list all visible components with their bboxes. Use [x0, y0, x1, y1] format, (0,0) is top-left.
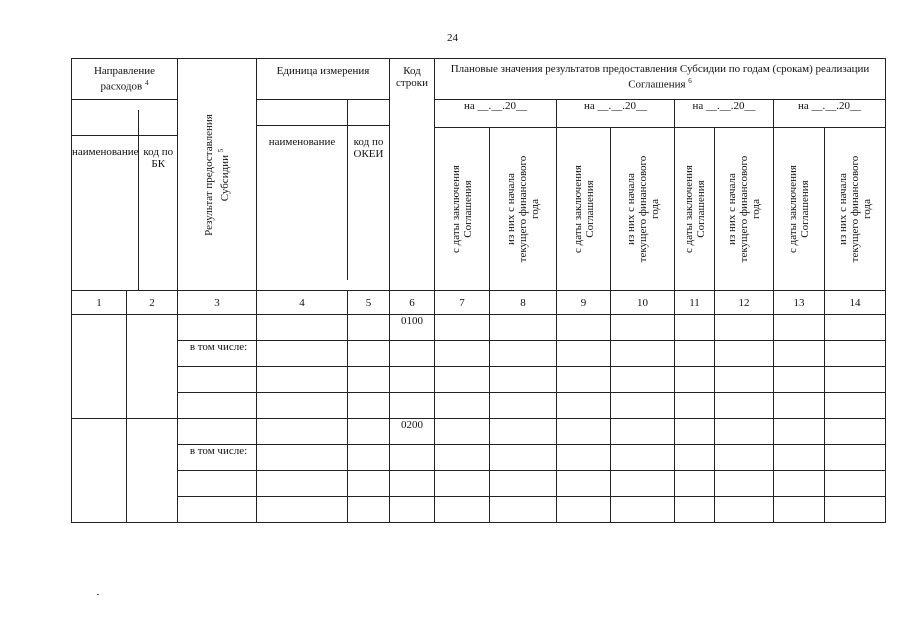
value-cell[interactable] — [490, 367, 557, 393]
page-number: 24 — [447, 32, 458, 44]
okei-cell[interactable] — [348, 419, 390, 445]
value-cell[interactable] — [715, 315, 774, 341]
value-cell[interactable] — [774, 393, 825, 419]
column-number: 8 — [490, 291, 557, 315]
value-cell[interactable] — [557, 445, 611, 471]
row-code-cell: 0100 — [390, 315, 435, 341]
value-cell[interactable] — [435, 341, 490, 367]
since-year-header-1: из них с начала текущего финансового года — [490, 128, 557, 291]
table-row — [72, 315, 886, 341]
scan-mark — [97, 594, 99, 595]
subsidy-results-table — [71, 58, 886, 523]
value-cell[interactable] — [675, 393, 715, 419]
expense-name-header: наименование — [72, 136, 139, 291]
value-cell[interactable] — [825, 367, 886, 393]
value-cell[interactable] — [675, 315, 715, 341]
value-cell[interactable] — [557, 419, 611, 445]
since-agreement-header-1: с даты заключения Соглашения — [435, 128, 490, 291]
unit-name-cell[interactable] — [257, 315, 348, 341]
since-year-header-3: из них с начала текущего финансового года — [715, 128, 774, 291]
row-code-cell[interactable] — [390, 497, 435, 523]
okei-cell[interactable] — [348, 367, 390, 393]
okei-cell[interactable] — [348, 393, 390, 419]
since-year-header-2: из них с начала текущего финансового года — [611, 128, 675, 291]
result-cell[interactable] — [178, 315, 257, 341]
value-cell[interactable] — [774, 445, 825, 471]
value-cell[interactable] — [611, 315, 675, 341]
value-cell[interactable] — [557, 315, 611, 341]
column-numbers-row — [72, 291, 886, 315]
result-cell[interactable] — [178, 367, 257, 393]
value-cell[interactable] — [557, 497, 611, 523]
okei-cell[interactable] — [348, 497, 390, 523]
direction-subcells — [72, 100, 178, 291]
table-row — [72, 445, 886, 471]
row-code-cell[interactable] — [390, 341, 435, 367]
value-cell[interactable] — [774, 497, 825, 523]
direction-header — [72, 59, 178, 100]
value-cell[interactable] — [715, 367, 774, 393]
column-number: 9 — [557, 291, 611, 315]
value-cell[interactable] — [774, 315, 825, 341]
result-header — [178, 59, 257, 291]
year-header-3: на __.__.20__ — [675, 100, 774, 128]
table-row — [72, 367, 886, 393]
code-bk-cell[interactable] — [127, 419, 178, 523]
value-cell[interactable] — [825, 341, 886, 367]
result-cell[interactable] — [178, 471, 257, 497]
table-row — [72, 471, 886, 497]
value-cell[interactable] — [774, 419, 825, 445]
value-cell[interactable] — [611, 367, 675, 393]
result-cell[interactable] — [178, 497, 257, 523]
since-agreement-header-4: с даты заключения Соглашения — [774, 128, 825, 291]
value-cell[interactable] — [490, 419, 557, 445]
expense-name-cell[interactable] — [72, 419, 127, 523]
row-code-cell[interactable] — [390, 367, 435, 393]
year-header-4: на __.__.20__ — [774, 100, 886, 128]
value-cell[interactable] — [675, 445, 715, 471]
column-number: 10 — [611, 291, 675, 315]
unit-name-cell[interactable] — [257, 445, 348, 471]
value-cell[interactable] — [611, 341, 675, 367]
since-agreement-header-2: с даты заключения Соглашения — [557, 128, 611, 291]
direction-label: Направление расходов — [93, 65, 156, 93]
value-cell[interactable] — [675, 367, 715, 393]
value-cell[interactable] — [435, 367, 490, 393]
value-cell[interactable] — [435, 393, 490, 419]
value-cell[interactable] — [435, 445, 490, 471]
value-cell[interactable] — [675, 419, 715, 445]
unit-name-cell[interactable] — [257, 341, 348, 367]
value-cell[interactable] — [715, 419, 774, 445]
value-cell[interactable] — [611, 445, 675, 471]
value-cell[interactable] — [490, 471, 557, 497]
value-cell[interactable] — [490, 341, 557, 367]
result-cell[interactable] — [178, 419, 257, 445]
column-number: 12 — [715, 291, 774, 315]
value-cell[interactable] — [715, 445, 774, 471]
okei-cell[interactable] — [348, 471, 390, 497]
column-number: 5 — [348, 291, 390, 315]
value-cell[interactable] — [435, 315, 490, 341]
value-cell[interactable] — [715, 471, 774, 497]
value-cell[interactable] — [490, 445, 557, 471]
unit-header: Единица измерения — [257, 59, 390, 100]
since-year-header-4: из них с начала текущего финансового года — [825, 128, 886, 291]
value-cell[interactable] — [825, 471, 886, 497]
table-row — [72, 497, 886, 523]
value-cell[interactable] — [825, 445, 886, 471]
value-cell[interactable] — [490, 315, 557, 341]
column-number: 7 — [435, 291, 490, 315]
value-cell[interactable] — [557, 393, 611, 419]
value-cell[interactable] — [435, 497, 490, 523]
value-cell[interactable] — [715, 393, 774, 419]
code-bk-cell[interactable] — [127, 315, 178, 419]
table-row — [72, 393, 886, 419]
column-number: 4 — [257, 291, 348, 315]
value-cell[interactable] — [715, 497, 774, 523]
column-number: 3 — [178, 291, 257, 315]
planned-values-header — [435, 59, 886, 100]
unit-name-cell[interactable] — [257, 419, 348, 445]
column-number: 14 — [825, 291, 886, 315]
value-cell[interactable] — [825, 497, 886, 523]
value-cell[interactable] — [557, 367, 611, 393]
result-label: Результат предоставления Субсидии — [203, 113, 231, 236]
code-bk-header: код по БК — [139, 136, 177, 291]
value-cell[interactable] — [611, 471, 675, 497]
since-agreement-header-3: с даты заключения Соглашения — [675, 128, 715, 291]
value-cell[interactable] — [675, 341, 715, 367]
unit-name-cell[interactable] — [257, 393, 348, 419]
table-row — [72, 341, 886, 367]
value-cell[interactable] — [557, 471, 611, 497]
year-header-1: на __.__.20__ — [435, 100, 557, 128]
result-cell[interactable] — [178, 393, 257, 419]
including-label: в том числе: — [178, 445, 257, 471]
value-cell[interactable] — [611, 393, 675, 419]
including-label: в том числе: — [178, 341, 257, 367]
value-cell[interactable] — [715, 341, 774, 367]
unit-name-header: наименование — [257, 126, 348, 281]
row-code-cell: 0200 — [390, 419, 435, 445]
row-code-cell[interactable] — [390, 393, 435, 419]
okei-cell[interactable] — [348, 341, 390, 367]
table-row — [72, 419, 886, 445]
value-cell[interactable] — [490, 393, 557, 419]
code-okei-header: код по ОКЕИ — [348, 126, 390, 281]
value-cell[interactable] — [490, 497, 557, 523]
column-number: 13 — [774, 291, 825, 315]
column-number: 1 — [72, 291, 127, 315]
value-cell[interactable] — [774, 367, 825, 393]
expense-name-cell[interactable] — [72, 315, 127, 419]
value-cell[interactable] — [825, 419, 886, 445]
column-number: 6 — [390, 291, 435, 315]
okei-cell[interactable] — [348, 315, 390, 341]
year-header-2: на __.__.20__ — [557, 100, 675, 128]
row-code-cell[interactable] — [390, 445, 435, 471]
unit-name-cell[interactable] — [257, 497, 348, 523]
value-cell[interactable] — [774, 471, 825, 497]
direction-footnote: 4 — [144, 79, 149, 87]
value-cell[interactable] — [557, 341, 611, 367]
value-cell[interactable] — [825, 315, 886, 341]
unit-subcells — [257, 100, 390, 291]
planned-label: Плановые значения результатов предоставления Субсидии по годам (срокам) реализации Соглашения — [450, 63, 870, 91]
column-number: 2 — [127, 291, 178, 315]
column-number: 11 — [675, 291, 715, 315]
value-cell[interactable] — [675, 497, 715, 523]
value-cell[interactable] — [774, 341, 825, 367]
unit-name-cell[interactable] — [257, 367, 348, 393]
value-cell[interactable] — [611, 497, 675, 523]
code-row-header: Код строки — [390, 59, 435, 291]
unit-name-cell[interactable] — [257, 471, 348, 497]
value-cell[interactable] — [611, 419, 675, 445]
okei-cell[interactable] — [348, 445, 390, 471]
result-footnote: 5 — [217, 148, 226, 152]
value-cell[interactable] — [435, 471, 490, 497]
value-cell[interactable] — [675, 471, 715, 497]
row-code-cell[interactable] — [390, 471, 435, 497]
planned-footnote: 6 — [688, 77, 692, 85]
value-cell[interactable] — [825, 393, 886, 419]
value-cell[interactable] — [435, 419, 490, 445]
